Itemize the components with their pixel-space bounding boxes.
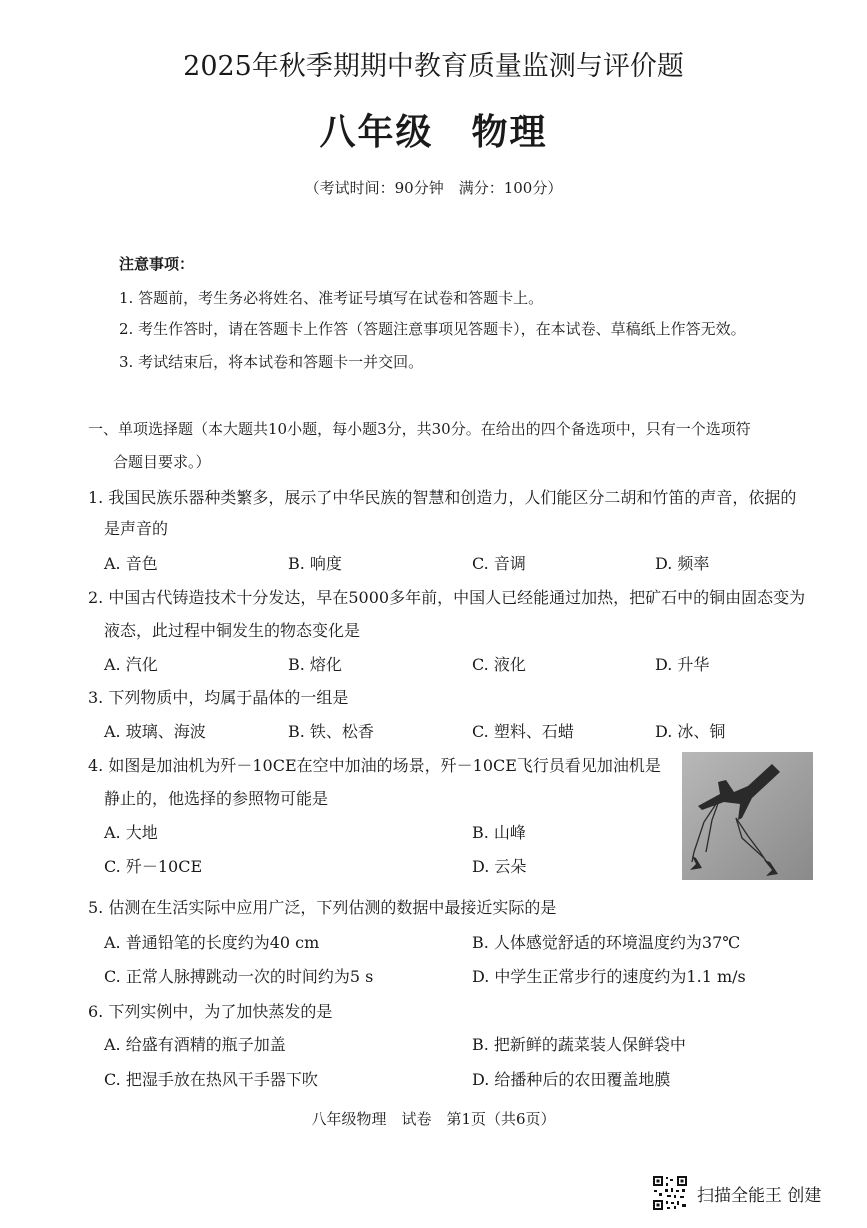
section-heading: 一、单项选择题（本大题共10小题，每小题3分，共30分。在给出的四个备选项中，只有一个选项符 xyxy=(88,420,751,438)
q4-option-b: B. 山峰 xyxy=(472,823,526,842)
q4-option-d: D. 云朵 xyxy=(472,857,527,876)
q4-option-a: A. 大地 xyxy=(104,823,158,842)
q1-option-c: C. 音调 xyxy=(472,554,526,573)
q2-option-b: B. 熔化 xyxy=(288,655,342,674)
question-4-text-cont: 静止的，他选择的参照物可能是 xyxy=(104,789,329,808)
q5-option-d: D. 中学生正常步行的速度约为1.1 m/s xyxy=(472,967,746,986)
question-2-text: 2. 中国古代铸造技术十分发达，早在5000多年前，中国人已经能通过加热，把矿石中的铜由固态变为 xyxy=(88,588,806,607)
q3-option-d: D. 冰、铜 xyxy=(655,722,726,741)
q3-option-a: A. 玻璃、海波 xyxy=(104,722,206,741)
question-1-text-cont: 是声音的 xyxy=(104,519,169,538)
qr-code-icon xyxy=(652,1175,688,1211)
q2-option-d: D. 升华 xyxy=(655,655,710,674)
q6-option-b: B. 把新鲜的蔬菜装人保鲜袋中 xyxy=(472,1035,686,1054)
q1-option-d: D. 频率 xyxy=(655,554,710,573)
q5-option-a: A. 普通铅笔的长度约为40 cm xyxy=(104,933,320,952)
q6-option-c: C. 把湿手放在热风干手器下吹 xyxy=(104,1070,318,1089)
q3-option-b: B. 铁、松香 xyxy=(288,722,374,741)
question-4-text: 4. 如图是加油机为歼－10CE在空中加油的场景，歼－10CE飞行员看见加油机是 xyxy=(88,756,661,775)
note-item: 3. 考试结束后，将本试卷和答题卡一并交回。 xyxy=(119,353,424,371)
question-6-text: 6. 下列实例中，为了加快蒸发的是 xyxy=(88,1002,333,1021)
question-1-text: 1. 我国民族乐器种类繁多，展示了中华民族的智慧和创造力，人们能区分二胡和竹笛的声音，依据的 xyxy=(88,488,797,507)
section-heading-cont: 合题目要求。） xyxy=(113,453,211,471)
q2-option-c: C. 液化 xyxy=(472,655,526,674)
question-2-text-cont: 液态，此过程中铜发生的物态变化是 xyxy=(104,621,361,640)
aerial-refueling-image xyxy=(682,752,813,880)
q5-option-c: C. 正常人脉搏跳动一次的时间约为5 s xyxy=(104,967,374,986)
q5-option-b: B. 人体感觉舒适的环境温度约为37℃ xyxy=(472,933,741,952)
q3-option-c: C. 塑料、石蜡 xyxy=(472,722,574,741)
q2-option-a: A. 汽化 xyxy=(104,655,158,674)
scanner-watermark: 扫描全能王 创建 xyxy=(697,1186,822,1206)
subject-title: 八年级 物理 xyxy=(319,111,548,153)
question-5-text: 5. 估测在生活实际中应用广泛，下列估测的数据中最接近实际的是 xyxy=(88,898,557,917)
q1-option-a: A. 音色 xyxy=(104,554,158,573)
notes-heading: 注意事项： xyxy=(119,255,195,273)
question-3-text: 3. 下列物质中，均属于晶体的一组是 xyxy=(88,688,349,707)
q6-option-a: A. 给盛有酒精的瓶子加盖 xyxy=(104,1035,286,1054)
q1-option-b: B. 响度 xyxy=(288,554,342,573)
q6-option-d: D. 给播种后的农田覆盖地膜 xyxy=(472,1070,671,1089)
exam-title: 2025年秋季期期中教育质量监测与评价题 xyxy=(183,51,684,82)
note-item: 2. 考生作答时，请在答题卡上作答（答题注意事项见答题卡），在本试卷、草稿纸上作答无效。 xyxy=(119,320,746,338)
page-footer: 八年级物理 试卷 第1页（共6页） xyxy=(311,1110,556,1128)
q4-option-c: C. 歼－10CE xyxy=(104,857,203,876)
exam-info: （考试时间：90分钟 满分：100分） xyxy=(304,179,563,197)
note-item: 1. 答题前，考生务必将姓名、准考证号填写在试卷和答题卡上。 xyxy=(119,289,544,307)
